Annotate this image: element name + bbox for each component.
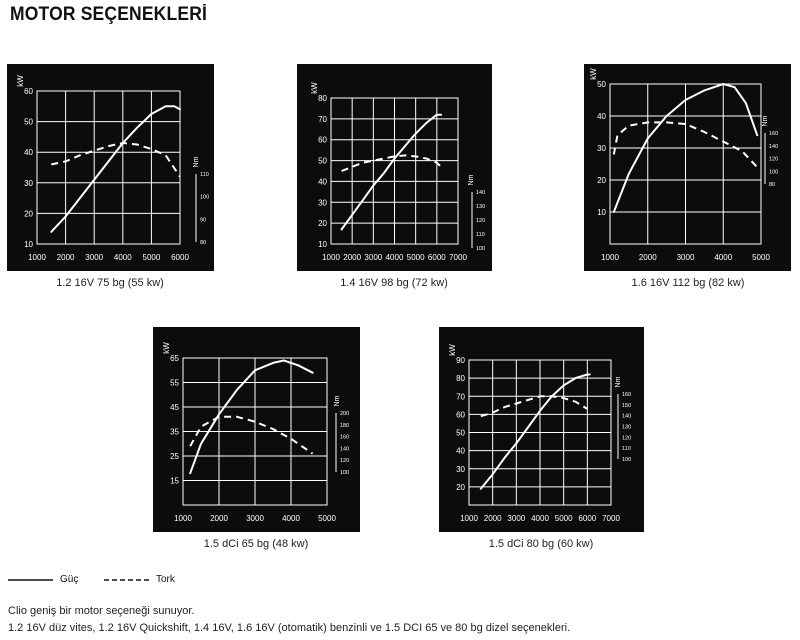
y-tick-label: 70 [318,114,327,124]
torque-tick-label: 130 [476,204,486,210]
y-tick-label: 10 [24,240,33,249]
torque-axis-label: Nm [762,115,769,127]
torque-tick-label: 180 [340,422,350,429]
y-tick-label: 20 [24,209,33,219]
torque-tick-label: 110 [200,172,209,178]
x-tick-label: 6000 [578,514,597,523]
chart-1-5-dci-65 [153,327,360,532]
legend-power-line [8,577,54,583]
torque-tick-label: 120 [769,156,779,163]
x-tick-label: 1000 [174,514,192,523]
x-tick-label: 3000 [246,514,264,523]
y-tick-label: 80 [318,94,327,103]
footer-line-2: 1.2 16V düz vites, 1.2 16V Quickshift, 1.4 16V, 1.6 16V (otomatik) benzinli ve 1.5 DCI 65 ve 80 bg dizel seçenekleri. [8,622,571,634]
y-tick-label: 40 [456,446,465,456]
x-tick-label: 6000 [427,253,446,262]
x-tick-label: 4000 [282,514,300,523]
chart-panel [7,64,214,271]
x-tick-label: 3000 [676,253,695,262]
torque-tick-label: 140 [622,413,632,420]
y-tick-label: 80 [456,374,465,384]
chart-caption: 1.6 16V 112 bg (82 kw) [631,277,745,289]
x-tick-label: 2000 [343,253,362,262]
y-tick-label: 65 [170,354,179,363]
y-tick-label: 60 [24,87,33,96]
torque-tick-label: 160 [769,131,779,137]
y-tick-label: 45 [170,403,179,412]
torque-tick-label: 140 [769,143,779,150]
torque-tick-label: 120 [476,218,486,224]
y-tick-label: 30 [597,144,606,153]
y-tick-label: 50 [24,117,33,127]
torque-axis-label: Nm [193,156,200,168]
chart-caption: 1.2 16V 75 bg (55 kw) [56,277,164,289]
legend-torque-label: Tork [156,574,175,585]
y-axis-label: kW [16,75,25,87]
y-tick-label: 60 [456,410,465,420]
x-tick-label: 6000 [171,253,189,262]
x-tick-label: 5000 [752,253,770,262]
y-tick-label: 20 [456,482,465,492]
y-tick-label: 60 [318,135,327,145]
chart-1-4-16v [297,64,492,271]
y-tick-label: 70 [456,392,465,402]
torque-tick-label: 80 [769,182,776,188]
x-tick-label: 1000 [601,253,619,262]
x-tick-label: 5000 [318,514,336,523]
torque-tick-label: 160 [340,434,350,441]
x-tick-label: 4000 [113,253,132,262]
x-tick-label: 4000 [385,253,404,262]
chart-caption: 1.5 dCi 65 bg (48 kw) [203,538,309,550]
torque-tick-label: 90 [200,217,207,224]
x-tick-label: 2000 [638,253,657,262]
y-tick-label: 25 [170,452,179,461]
torque-tick-label: 200 [340,411,350,417]
x-tick-label: 5000 [554,514,573,523]
torque-tick-label: 100 [622,457,632,463]
y-tick-label: 10 [597,208,606,217]
x-tick-label: 2000 [210,514,228,523]
torque-axis-label: Nm [468,174,475,186]
x-tick-label: 5000 [142,253,161,262]
chart-1-6-16v [584,64,791,271]
y-tick-label: 35 [170,427,179,437]
y-axis-label: kW [589,68,598,80]
legend-power-label: Güç [60,574,79,585]
torque-tick-label: 100 [200,194,210,201]
torque-tick-label: 120 [340,458,350,465]
torque-tick-label: 160 [622,392,632,398]
y-tick-label: 50 [597,80,606,89]
torque-tick-label: 110 [622,446,631,453]
x-tick-label: 3000 [507,514,526,523]
x-tick-label: 2000 [483,514,502,523]
chart-caption: 1.4 16V 98 bg (72 kw) [340,277,448,289]
torque-tick-label: 140 [340,446,350,453]
torque-tick-label: 110 [476,232,485,238]
y-tick-label: 30 [318,198,327,208]
page-title: MOTOR SEÇENEKLERİ [10,4,208,25]
x-tick-label: 7000 [449,253,467,262]
chart-panel [584,64,791,271]
x-tick-label: 1000 [460,514,478,523]
chart-panel [439,327,644,532]
x-tick-label: 1000 [322,253,340,262]
chart-caption: 1.5 dCi 80 bg (60 kw) [488,538,594,550]
torque-tick-label: 100 [476,246,486,252]
torque-tick-label: 150 [622,402,632,409]
x-tick-label: 3000 [85,253,104,262]
y-axis-label: kW [162,342,171,354]
x-tick-label: 4000 [714,253,733,262]
legend-torque-line [104,577,150,583]
y-tick-label: 50 [318,156,327,166]
torque-tick-label: 80 [200,240,207,246]
y-tick-label: 55 [170,378,179,388]
x-tick-label: 4000 [531,514,549,523]
x-tick-label: 1000 [28,253,46,262]
y-tick-label: 90 [456,356,465,365]
y-axis-label: kW [448,344,457,356]
y-tick-label: 40 [24,148,33,158]
x-tick-label: 7000 [602,514,620,523]
y-tick-label: 40 [318,177,327,187]
torque-tick-label: 120 [622,435,632,442]
y-tick-label: 20 [318,219,327,229]
x-tick-label: 2000 [56,253,75,262]
y-tick-label: 40 [597,112,606,121]
chart-1-5-dci-80 [439,327,644,532]
torque-tick-label: 100 [769,169,779,176]
y-axis-label: kW [310,82,319,94]
torque-tick-label: 140 [476,190,486,196]
torque-axis-label: Nm [615,376,622,388]
y-tick-label: 20 [597,176,606,185]
footer-line-1: Clio geniş bir motor seçeneği sunuyor. [8,605,195,617]
y-tick-label: 30 [456,464,465,474]
torque-tick-label: 130 [622,424,632,431]
torque-tick-label: 100 [340,470,350,476]
y-tick-label: 30 [24,178,33,188]
chart-1-2-16v [7,64,214,271]
y-tick-label: 50 [456,428,465,438]
x-tick-label: 5000 [406,253,425,262]
x-tick-label: 3000 [364,253,383,262]
y-tick-label: 15 [170,476,179,486]
torque-axis-label: Nm [334,395,341,407]
y-tick-label: 10 [318,240,327,249]
